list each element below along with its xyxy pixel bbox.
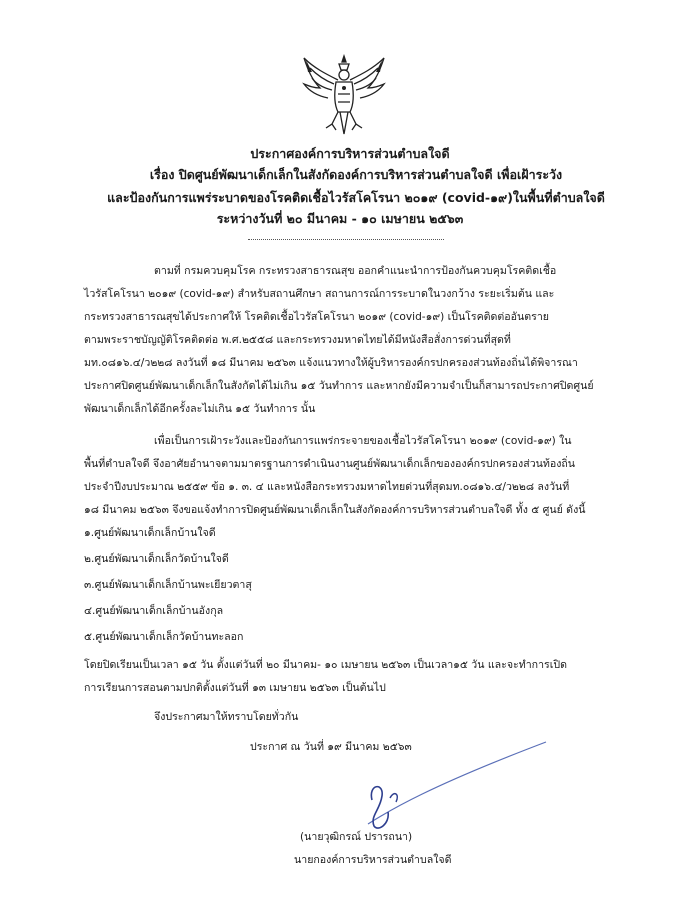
para1-line: มท.๐๘๑๖.๔/ว๒๒๘ ลงวันที่ ๑๘ มีนาคม ๒๕๖๓ แจ้งแนวทางให้ผู้บริหารองค์กรปกครองส่วนท้องถิ่นได้พิจารณา	[84, 357, 578, 369]
para1-line: ตามพระราชบัญญัติโรคติดต่อ พ.ศ.๒๕๕๘ และกระทรวงมหาดไทยได้มีหนังสือสั่งการด่วนที่สุดที่	[84, 334, 511, 346]
announce-date: ประกาศ ณ วันที่ ๑๙ มีนาคม ๒๕๖๓	[250, 741, 412, 753]
para2-line: ๑๘ มีนาคม ๒๕๖๓ จึงขอแจ้งทำการปิดศูนย์พัฒนาเด็กเล็กในสังกัดองค์การบริหารส่วนตำบลใจดี ทั้ง ๕ ศูนย์ ดังนี้	[84, 504, 586, 516]
subject-line-3: ระหว่างวันที่ ๒๐ มีนาคม - ๑๐ เมษายน ๒๕๖๓	[216, 211, 464, 226]
para1-line: กระทรวงสาธารณสุขได้ประกาศให้ โรคติดเชื้อไวรัสโคโรนา ๒๐๑๙ (covid-๑๙) เป็นโรคติดต่ออันตราย	[84, 311, 549, 323]
center-list-item: ๒.ศูนย์พัฒนาเด็กเล็กวัดบ้านใจดี	[84, 553, 229, 565]
para3-line: การเรียนการสอนตามปกติตั้งแต่วันที่ ๑๓ เมษายน ๒๕๖๓ เป็นต้นไป	[84, 682, 386, 694]
signatory-position: นายกองค์การบริหารส่วนตำบลใจดี	[294, 854, 452, 866]
subject-line-1: เรื่อง ปิดศูนย์พัฒนาเด็กเล็กในสังกัดองค์การบริหารส่วนตำบลใจดี เพื่อเฝ้าระวัง	[149, 167, 563, 182]
announce-text: จึงประกาศมาให้ทราบโดยทั่วกัน	[154, 711, 299, 723]
para1-line: พัฒนาเด็กเล็กได้อีกครั้งละไม่เกิน ๑๕ วันทำการ นั้น	[84, 403, 316, 415]
org-title: ประกาศองค์การบริหารส่วนตำบลใจดี	[250, 146, 450, 161]
signature-mark-icon	[360, 740, 550, 830]
garuda-emblem-icon	[300, 54, 388, 136]
para2-line: เพื่อเป็นการเฝ้าระวังและป้องกันการแพร่กระจายของเชื้อไวรัสโคโรนา ๒๐๑๙ (covid-๑๙) ใน	[154, 435, 572, 447]
para1-line: ประกาศปิดศูนย์พัฒนาเด็กเล็กในสังกัดได้ไม่เกิน ๑๕ วันทำการ และหากยังมีความจำเป็นก็สามารถประกาศปิดศูนย์	[84, 380, 594, 392]
para3-line: โดยปิดเรียนเป็นเวลา ๑๕ วัน ตั้งแต่วันที่ ๒๐ มีนาคม- ๑๐ เมษายน ๒๕๖๓ เป็นเวลา๑๕ วัน และจะทำการเปิด	[84, 659, 567, 671]
heading-divider	[248, 239, 444, 240]
para2-line: พื้นที่ตำบลใจดี จึงอาศัยอำนาจตามมาตรฐานการดำเนินงานศูนย์พัฒนาเด็กเล็กขององค์กรปกครองส่วนท้องถิ่น	[84, 458, 576, 470]
para2-line: ประจำปีงบประมาณ ๒๕๕๙ ข้อ ๑. ๓. ๔ และหนังสือกระทรวงมหาดไทยด่วนที่สุดมท.๐๘๑๖.๔/ว๒๒๘ ลงวันที่	[84, 481, 570, 493]
center-list-item: ๑.ศูนย์พัฒนาเด็กเล็กบ้านใจดี	[84, 527, 216, 539]
subject-line-2: และป้องกันการแพร่ระบาดของโรคติดเชื้อไวรัสโคโรนา ๒๐๑๙ (covid-๑๙)ในพื้นที่ตำบลใจดี	[107, 190, 605, 205]
para1-line: ตามที่ กรมควบคุมโรค กระทรวงสาธารณสุข ออกคำแนะนำการป้องกันควบคุมโรคติดเชื้อ	[154, 265, 557, 277]
center-list-item: ๔.ศูนย์พัฒนาเด็กเล็กบ้านอังกุล	[84, 605, 224, 617]
center-list-item: ๓.ศูนย์พัฒนาเด็กเล็กบ้านพะเยียวตาสุ	[84, 579, 252, 591]
signatory-name: (นายวุฒิกรณ์ ปรารถนา)	[300, 831, 413, 843]
center-list-item: ๕.ศูนย์พัฒนาเด็กเล็กวัดบ้านทะลอก	[84, 631, 244, 643]
para1-line: ไวรัสโคโรนา ๒๐๑๙ (covid-๑๙) สำหรับสถานศึกษา สถานการณ์การระบาดในวงกว้าง ระยะเริ่มต้น และ	[84, 288, 555, 300]
